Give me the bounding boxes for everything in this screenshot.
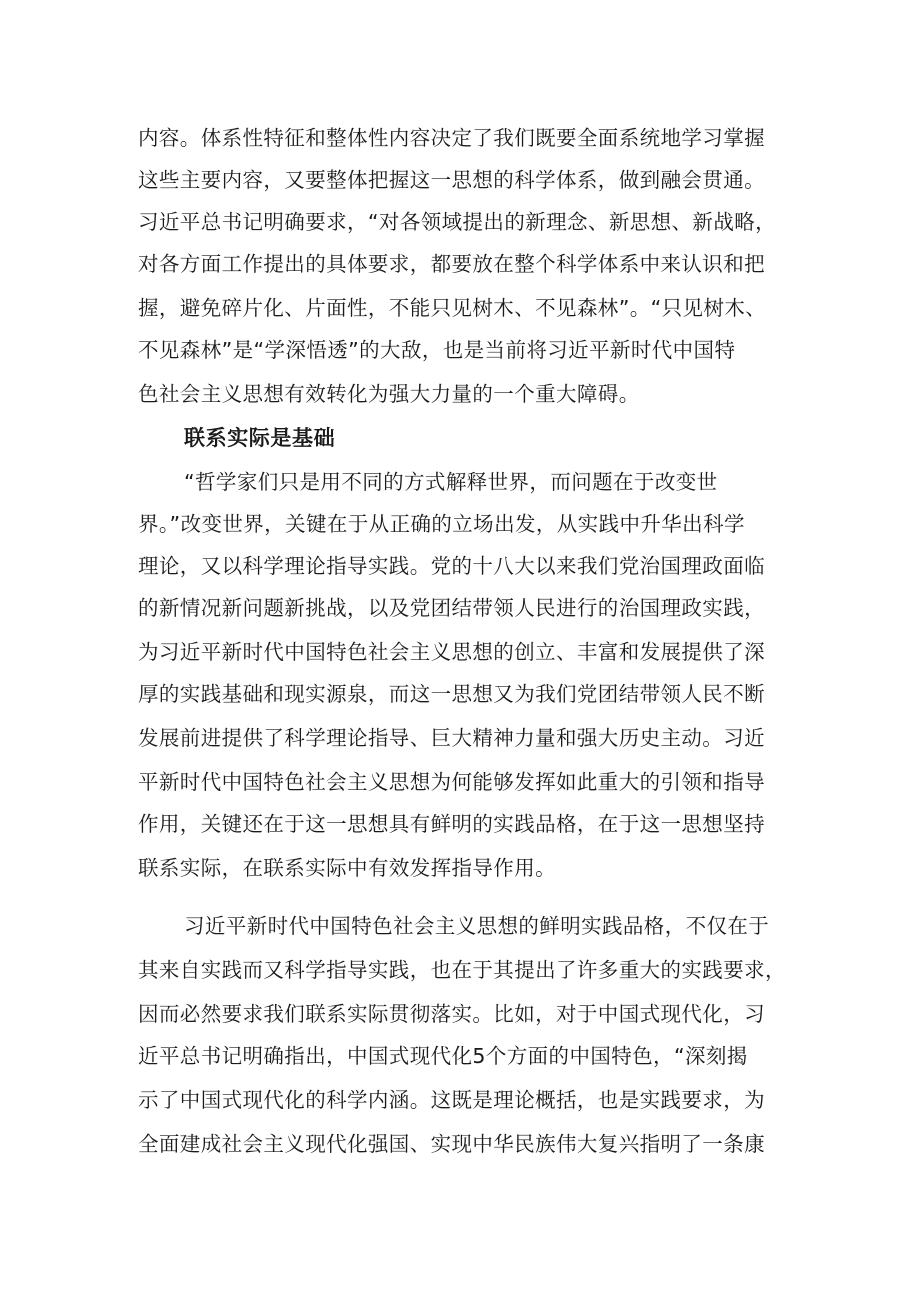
paragraph-2-line-10: 联系实际，在联系实际中有效发挥指导作用。	[138, 856, 556, 880]
paragraph-1-line-5: 握，避免碎片化、片面性，不能只见树木、不见森林”。“只见树木、	[138, 296, 767, 320]
paragraph-2-line-5: 为习近平新时代中国特色社会主义思想的创立、丰富和发展提供了深	[138, 640, 765, 664]
paragraph-2-line-4: 的新情况新问题新挑战，以及党团结带领人民进行的治国理政实践，	[138, 596, 765, 620]
paragraph-2-line-2: 界。”改变世界，关键在于从正确的立场出发，从实践中升华出科学	[138, 512, 745, 536]
paragraph-2-line-7: 发展前进提供了科学理论指导、巨大精神力量和强大历史主动。习近	[138, 726, 765, 750]
paragraph-3-line-2: 其来自实践而又科学指导实践，也在于其提出了许多重大的实践要求，	[138, 958, 786, 982]
paragraph-1-line-4: 对各方面工作提出的具体要求，都要放在整个科学体系中来认识和把	[138, 252, 765, 276]
section-heading: 联系实际是基础	[184, 426, 336, 450]
paragraph-3-line-4: 近平总书记明确指出，中国式现代化5个方面的中国特色，“深刻揭	[138, 1044, 748, 1068]
paragraph-2-line-3: 理论，又以科学理论指导实践。党的十八大以来我们党治国理政面临	[138, 554, 765, 578]
paragraph-1-line-1: 内容。体系性特征和整体性内容决定了我们既要全面系统地学习掌握	[138, 126, 765, 150]
paragraph-2-line-9: 作用，关键还在于这一思想具有鲜明的实践品格，在于这一思想坚持	[138, 812, 765, 836]
paragraph-3-line-6: 全面建成社会主义现代化强国、实现中华民族伟大复兴指明了一条康	[138, 1132, 765, 1156]
paragraph-1-line-2: 这些主要内容，又要整体把握这一思想的科学体系，做到融会贯通。	[138, 168, 765, 192]
paragraph-3-line-5: 示了中国式现代化的科学内涵。这既是理论概括，也是实践要求，为	[138, 1088, 765, 1112]
paragraph-2-line-1: “哲学家们只是用不同的方式解释世界，而问题在于改变世	[184, 470, 718, 494]
paragraph-1-line-7: 色社会主义思想有效转化为强大力量的一个重大障碍。	[138, 382, 640, 406]
paragraph-2-line-8: 平新时代中国特色社会主义思想为何能够发挥如此重大的引领和指导	[138, 770, 765, 794]
paragraph-2-line-6: 厚的实践基础和现实源泉，而这一思想又为我们党团结带领人民不断	[138, 682, 765, 706]
paragraph-3-line-3: 因而必然要求我们联系实际贯彻落实。比如，对于中国式现代化，习	[138, 1002, 765, 1026]
paragraph-1-line-3: 习近平总书记明确要求，“对各领域提出的新理念、新思想、新战略，	[138, 210, 777, 234]
paragraph-1-line-6: 不见森林”是“学深悟透”的大敌，也是当前将习近平新时代中国特	[138, 338, 736, 362]
paragraph-3-line-1: 习近平新时代中国特色社会主义思想的鲜明实践品格，不仅在于	[184, 914, 770, 938]
